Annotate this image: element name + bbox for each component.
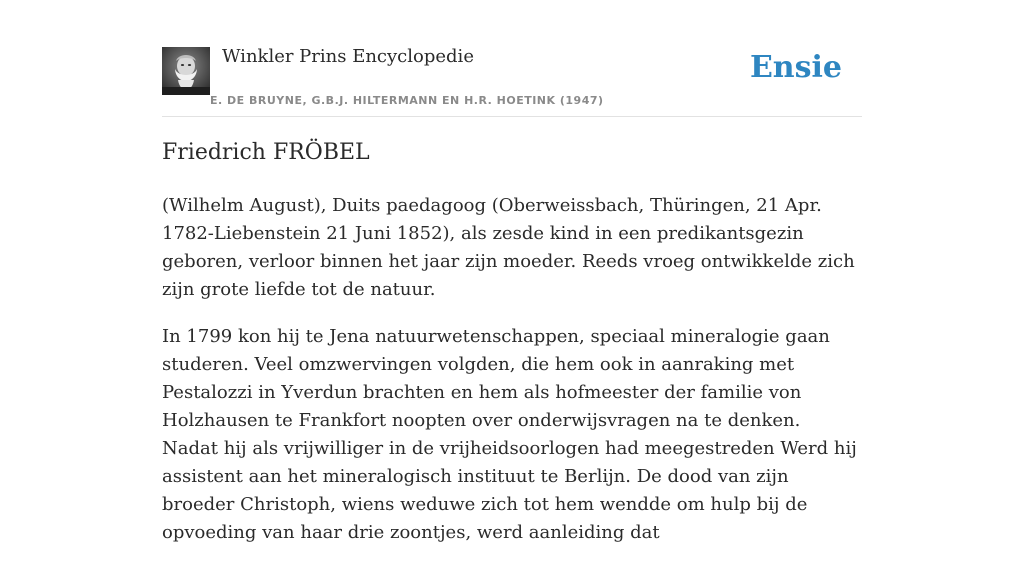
page-container (162, 0, 862, 543)
source-title[interactable]: Winkler Prins Encyclopedie (222, 46, 474, 67)
article-paragraph: In 1799 kon hij te Jena natuurwetenschappen, speciaal mineralogie gaan studeren. Veel omzwervingen volgden, die hem ook in aanraking met Pestalozzi in Yverdun brachten en hem als hofmeester der familie von Holzhausen te Frankfort noopten over onderwijsvragen na te denken. Nadat hij als vrijwilliger in de vrijheidsoorlogen had meegestreden Werd hij assistent aan het mineralogisch instituut te Berlijn. De dood van zijn broeder Christoph, wiens weduwe zich tot hem wendde om hulp bij de opvoeding van haar drie zoontjes, werd aanleiding dat (162, 326, 857, 543)
article-paragraph: (Wilhelm August), Duits paedagoog (Oberweissbach, Thüringen, 21 Apr. 1782-Liebenstein 21 Juni 1852), als zesde kind in een predikantsgezin geboren, verloor binnen het jaar zijn moeder. Reeds vroeg ontwikkelde zich zijn grote liefde tot de natuur. (162, 195, 855, 300)
article-title: Friedrich FRÖBEL (162, 140, 370, 165)
ensie-logo[interactable]: Ensie (749, 50, 842, 85)
article-body (162, 192, 862, 566)
source-authors: E. DE BRUYNE, G.B.J. HILTERMANN EN H.R. HOETINK (1947) (210, 94, 604, 107)
source-header (162, 0, 862, 117)
author-portrait-icon (162, 47, 210, 95)
author-avatar[interactable] (162, 47, 210, 95)
